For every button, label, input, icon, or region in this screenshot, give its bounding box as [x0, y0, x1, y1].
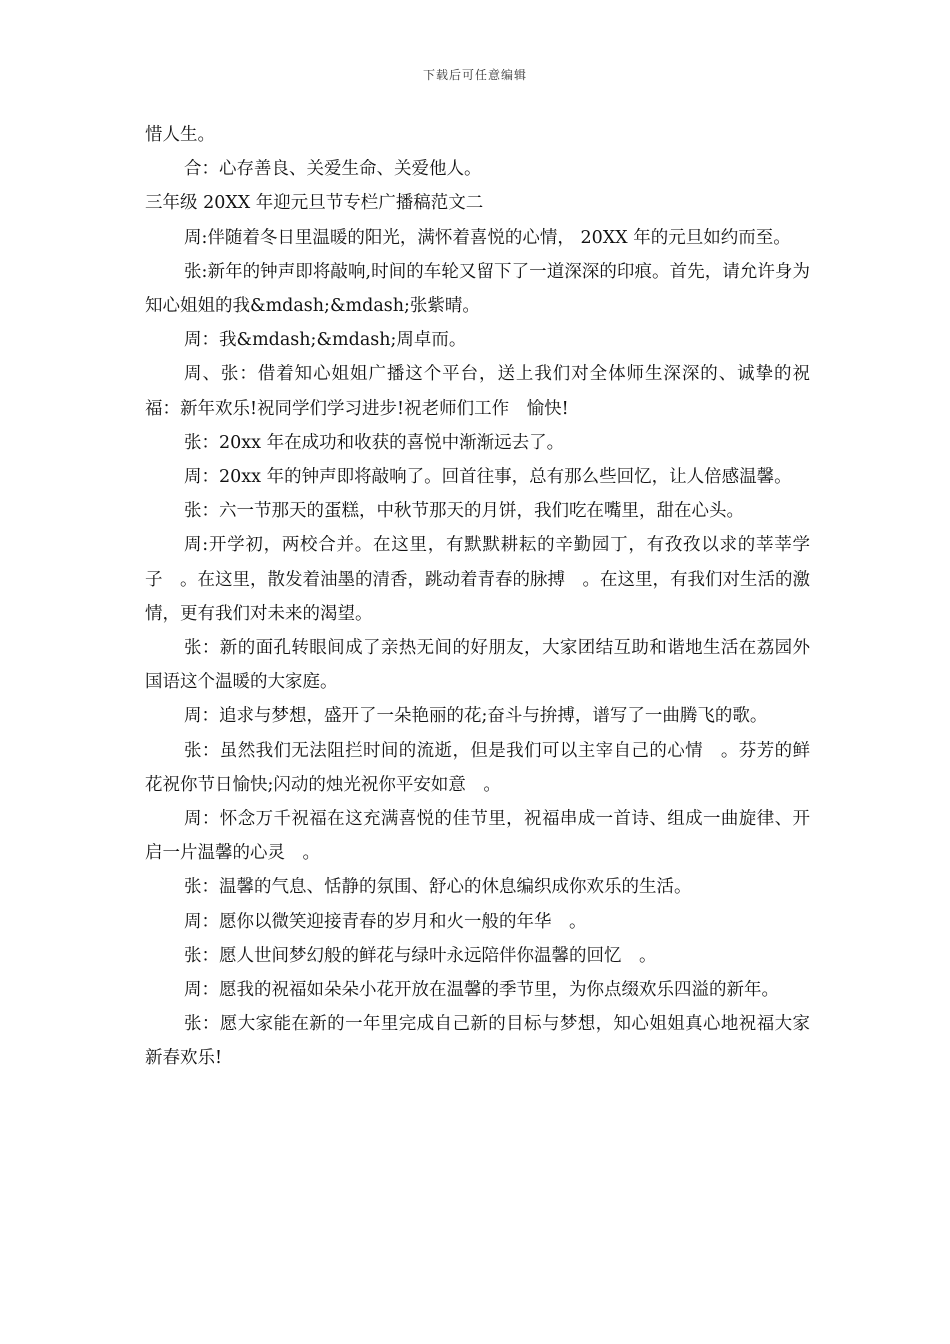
- paragraph: 周:开学初，两校合并。在这里，有默默耕耘的辛勤园丁，有孜孜以求的莘莘学子 。在这里，散发着油墨的清香，跳动着青春的脉搏 。在这里，有我们对生活的激情，更有我们对未来的渴望。: [145, 535, 810, 624]
- paragraph: 惜人生。: [145, 125, 215, 145]
- paragraph: 张：愿人世间梦幻般的鲜花与绿叶永远陪伴你温馨的回忆 。: [184, 945, 657, 966]
- paragraph: 张：六一节那天的蛋糕，中秋节那天的月饼，我们吃在嘴里，甜在心头。: [184, 501, 744, 522]
- paragraph: 周：愿你以微笑迎接青春的岁月和火一般的年华 。: [184, 911, 587, 932]
- paragraph: 张：愿大家能在新的一年里完成自己新的目标与梦想，知心姐姐真心地祝福大家新春欢乐!: [145, 1014, 810, 1069]
- paragraph: 张：20xx 年在成功和收获的喜悦中渐渐远去了。: [184, 432, 565, 453]
- paragraph: 张：温馨的气息、恬静的氛围、舒心的休息编织成你欢乐的生活。: [184, 877, 692, 898]
- paragraph: 周:伴随着冬日里温暖的阳光，满怀着喜悦的心情， 20XX 年的元旦如约而至。: [184, 227, 791, 248]
- paragraph: 合：心存善良、关爱生命、关爱他人。: [184, 159, 482, 180]
- paragraph: 周：20xx 年的钟声即将敲响了。回首往事，总有那么些回忆，让人倍感温馨。: [184, 467, 792, 488]
- paragraph: 张:新年的钟声即将敲响,时间的车轮又留下了一道深深的印痕。首先，请允许身为知心姐姐的我&mdash;&mdash;张紫晴。: [145, 261, 810, 317]
- paragraph: 周：追求与梦想，盛开了一朵艳丽的花;奋斗与拚搏，谱写了一曲腾飞的歌。: [184, 706, 768, 727]
- document-body: [145, 118, 810, 1076]
- paragraph: 张：新的面孔转眼间成了亲热无间的好朋友，大家团结互助和谐地生活在荔园外国语这个温暖的大家庭。: [145, 638, 810, 693]
- page-header: 下载后可任意编辑: [422, 68, 527, 82]
- paragraph: 张：虽然我们无法阻拦时间的流逝，但是我们可以主宰自己的心情 。芬芳的鲜花祝你节日愉快;闪动的烛光祝你平安如意 。: [145, 740, 810, 795]
- paragraph: 周：愿我的祝福如朵朵小花开放在温馨的季节里，为你点缀欢乐四溢的新年。: [184, 980, 779, 1001]
- paragraph: 周、张：借着知心姐姐广播这个平台，送上我们对全体师生深深的、诚挚的祝福：新年欢乐!祝同学们学习进步!祝老师们工作 愉快!: [145, 364, 810, 419]
- paragraph: 周：怀念万千祝福在这充满喜悦的佳节里，祝福串成一首诗、组成一曲旋律、开启一片温馨的心灵 。: [145, 809, 810, 864]
- section-title: 三年级 20XX 年迎元旦节专栏广播稿范文二: [145, 193, 484, 214]
- paragraph: 周：我&mdash;&mdash;周卓而。: [184, 330, 467, 351]
